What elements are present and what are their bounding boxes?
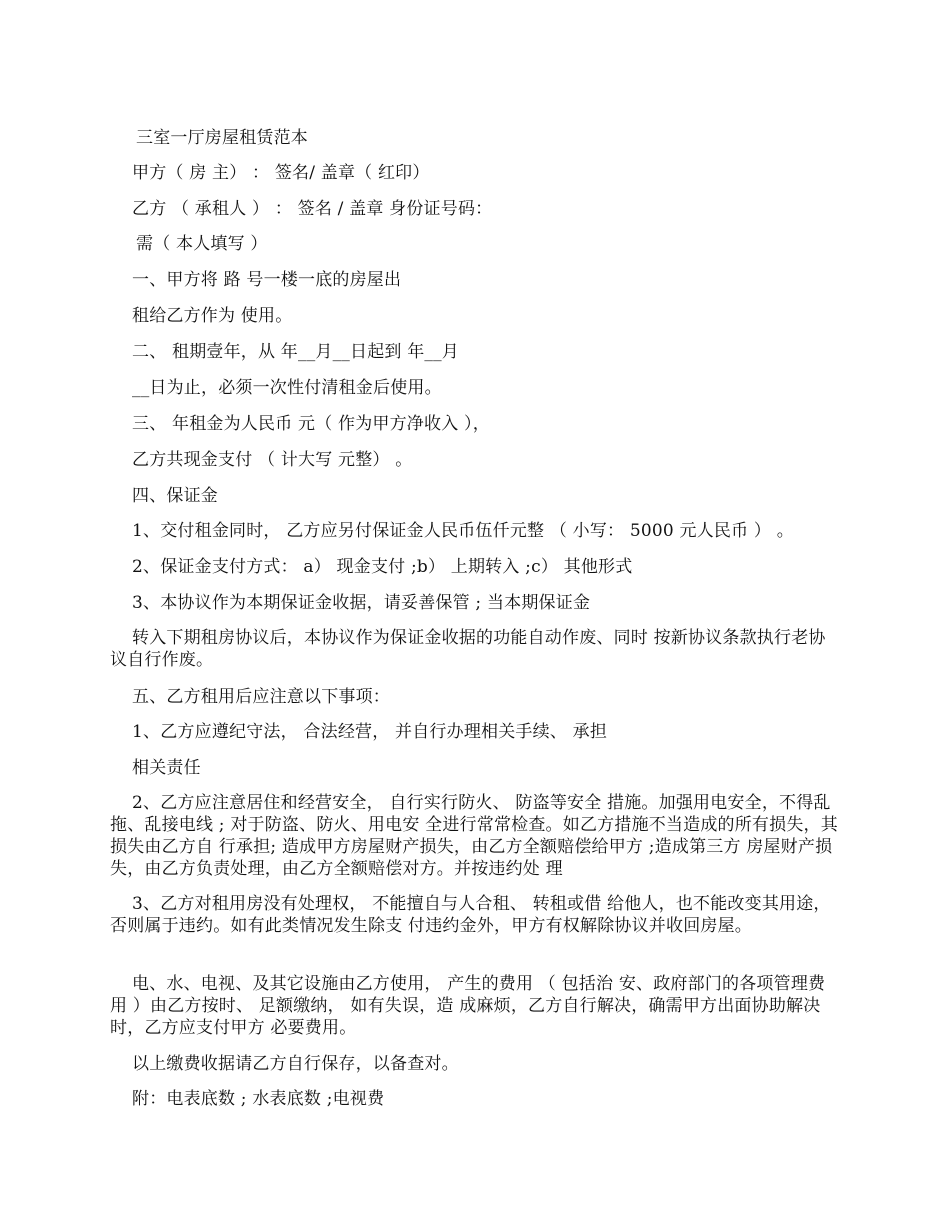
- clause-5-item-3: 3、乙方对租用房没有处理权， 不能擅自与人合租、 转租或借 给他人，也不能改变其用途，否则属于违约。如有此类情况发生除支 付违约金外，甲方有权解除协议并收回房屋。: [110, 894, 831, 936]
- clause-3-line-2: 乙方共现金支付 （ 计大写 元整） 。: [132, 450, 413, 470]
- clause-2-line-2: __日为止，必须一次性付清租金后使用。: [132, 378, 442, 398]
- clause-4-item-3: 3、本协议作为本期保证金收据，请妥善保管 ; 当本期保证金: [132, 593, 591, 613]
- clause-3-line-1: 三、 年租金为人民币 元（ 作为甲方净收入 ），: [132, 414, 490, 434]
- appendix-line: 附：电表底数 ; 水表底数 ;电视费: [132, 1089, 385, 1109]
- party-b-note: 需（ 本人填写 ）: [136, 234, 268, 254]
- clause-4-item-1: 1、交付租金同时， 乙方应另付保证金人民币伍仟元整 （ 小写： 5000 元人民币 ） 。: [132, 521, 794, 541]
- clause-5-item-2: 2、乙方应注意居住和经营安全， 自行实行防火、 防盗等安全 措施。加强用电安全，不得乱拖、乱接电线 ; 对于防盗、防火、用电安 全进行常常检查。如乙方措施不当造成的所有损失，其损失由乙方自 行承担; 造成甲方房屋财产损失，由乙方全额赔偿给甲方 ;造成第三方 房屋财产损失，由乙方负责处理，由乙方全额赔偿对方。并按违约处 理: [110, 793, 838, 879]
- party-a-line: 甲方（ 房 主） ： 签名/ 盖章（ 红印）: [132, 163, 430, 183]
- clause-5-item-1: 1、乙方应遵纪守法， 合法经营， 并自行办理相关手续、 承担: [132, 722, 608, 742]
- utilities-paragraph: 电、水、电视、及其它设施由乙方使用， 产生的费用 （ 包括治 安、政府部门的各项管理费用 ）由乙方按时、 足额缴纳， 如有失误，造 成麻烦，乙方自行解决，确需甲方出面协助解决时，乙方应支付甲方 必要费用。: [110, 974, 826, 1038]
- document-title: 三室一厅房屋租赁范本: [136, 128, 308, 148]
- clause-1-line-2: 租给乙方作为 使用。: [132, 306, 293, 326]
- party-b-line: 乙方 （ 承租人 ） ： 签名 / 盖章 身份证号码：: [132, 199, 493, 219]
- clause-5-item-1-continued: 相关责任: [132, 758, 201, 778]
- clause-2-line-1: 二、 租期壹年，从 年__月__日起到 年__月: [132, 342, 460, 362]
- clause-1-line-1: 一、甲方将 路 号一楼一底的房屋出: [132, 270, 402, 290]
- clause-4-item-3-continued: 转入下期租房协议后，本协议作为保证金收据的功能自动作废、同时 按新协议条款执行老协议自行作废。: [110, 628, 826, 670]
- clause-5-heading: 五、乙方租用后应注意以下事项：: [132, 687, 390, 707]
- clause-4-item-2: 2、保证金支付方式： a） 现金支付 ;b） 上期转入 ;c） 其他形式: [132, 557, 633, 577]
- clause-4-heading: 四、保证金: [132, 486, 218, 506]
- receipts-line: 以上缴费收据请乙方自行保存，以备查对。: [132, 1054, 459, 1074]
